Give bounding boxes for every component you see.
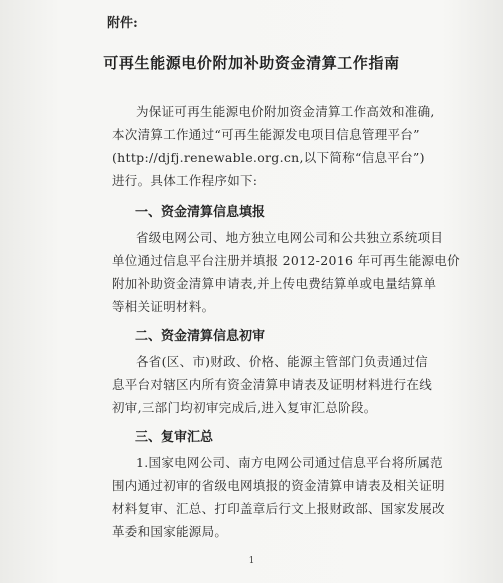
paragraph-line: 1.国家电网公司、南方电网公司通过信息平台将所属范 <box>136 455 443 470</box>
paragraph-line: 各省(区、市)财政、价格、能源主管部门负责通过信 <box>136 354 428 369</box>
attachment-label: 附件: <box>107 16 138 31</box>
section-1-paragraph <box>112 226 460 318</box>
paragraph-line: 单位通过信息平台注册并填报 2012-2016 年可再生能源电价 <box>112 253 460 268</box>
intro-line: (http://djfj.renewable.org.cn,以下简称“信息平台”) <box>112 150 425 165</box>
paragraph-line: 省级电网公司、地方独立电网公司和公共独立系统项目 <box>136 230 444 245</box>
paragraph-line: 围内通过初审的省级电网填报的资金清算申请表及相关证明 <box>112 478 445 493</box>
paragraph-line: 附加补助资金清算申请表,并上传电费结算单或电量结算单 <box>112 276 437 291</box>
section-heading-3: 三、复审汇总 <box>135 430 214 445</box>
section-3-paragraph <box>112 451 452 543</box>
intro-line: 本次清算工作通过“可再生能源发电项目信息管理平台” <box>112 127 420 142</box>
intro-line: 进行。具体工作程序如下: <box>112 173 258 188</box>
intro-line: 为保证可再生能源电价附加资金清算工作高效和准确, <box>136 104 435 119</box>
section-2-paragraph <box>112 350 452 419</box>
paragraph-line: 初审,三部门均初审完成后,进入复审汇总阶段。 <box>112 400 377 415</box>
paragraph-line: 革委和国家能源局。 <box>112 524 228 539</box>
paragraph-line: 材料复审、汇总、打印盖章后行文上报财政部、国家发展改 <box>112 501 445 516</box>
section-heading-2: 二、资金清算信息初审 <box>135 329 266 344</box>
section-heading-1: 一、资金清算信息填报 <box>135 205 266 220</box>
paragraph-line: 息平台对辖区内所有资金清算申请表及证明材料进行在线 <box>112 377 433 392</box>
page-number: 1 <box>248 556 255 566</box>
document-title: 可再生能源电价附加补助资金清算工作指南 <box>103 54 400 72</box>
paragraph-line: 等相关证明材料。 <box>112 299 215 314</box>
intro-paragraph <box>112 100 452 192</box>
